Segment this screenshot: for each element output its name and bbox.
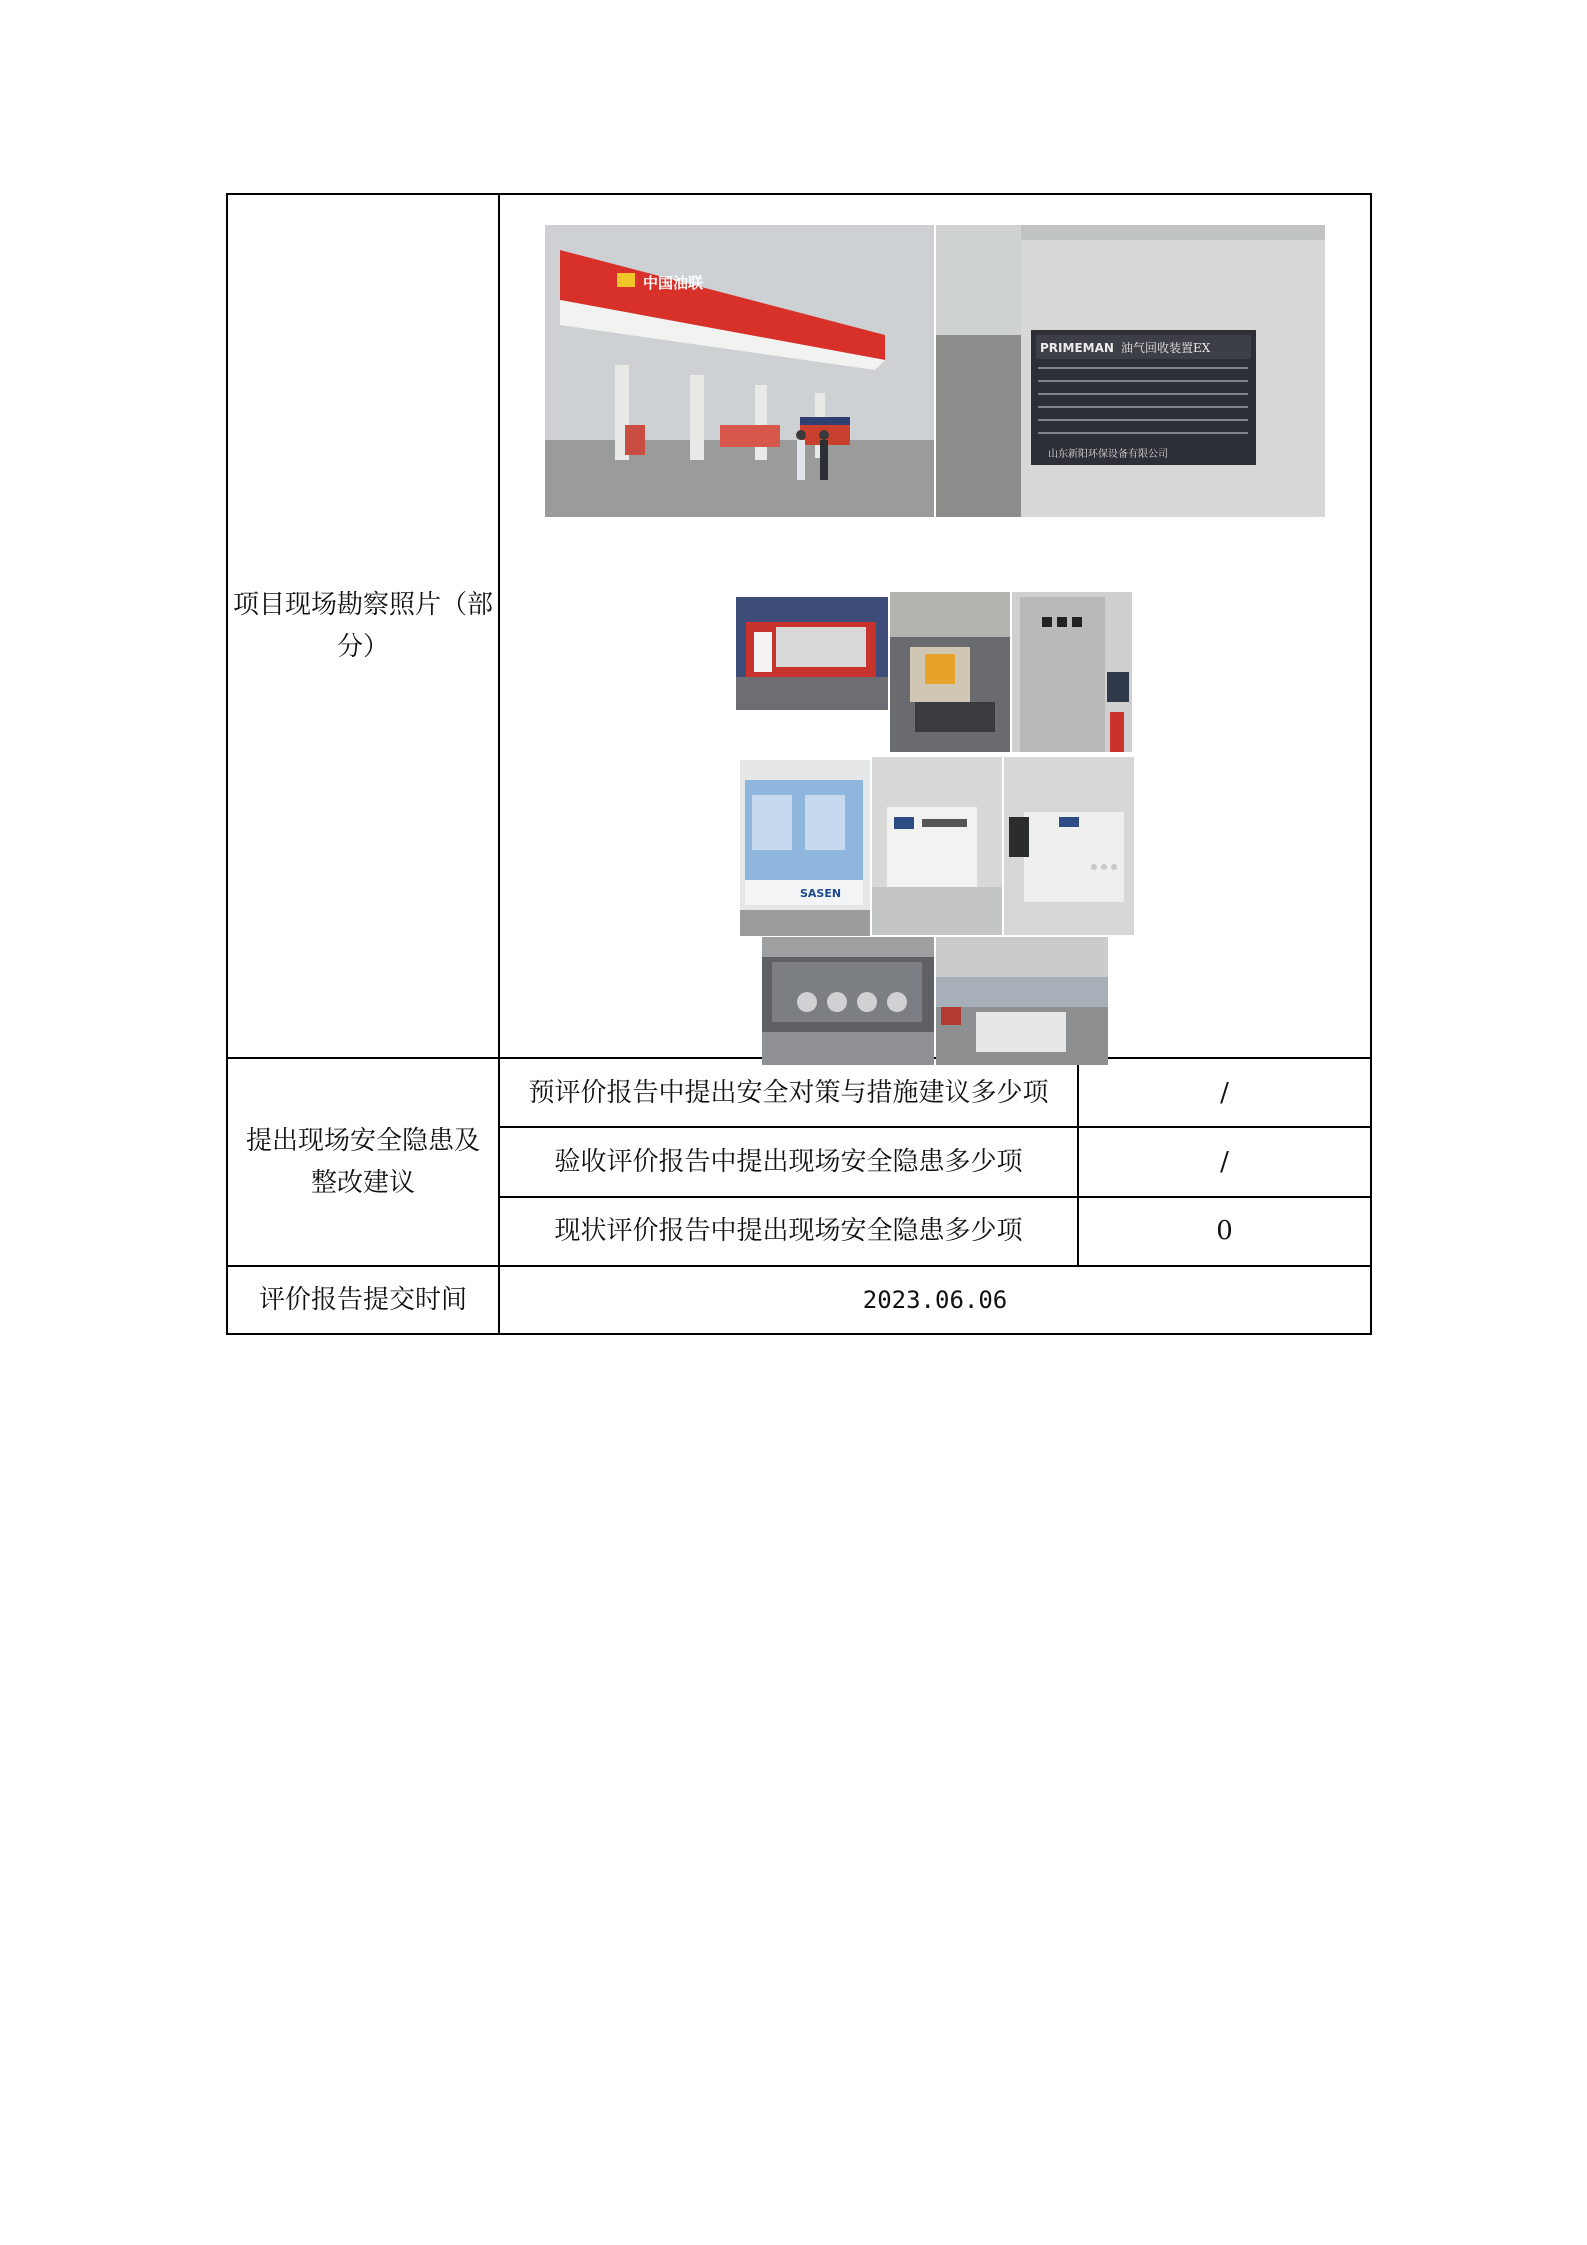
photos-label: 项目现场勘察照片（部分） [227,194,499,1058]
answer-cell: / [1078,1127,1371,1196]
photo-monitor-screen [740,760,870,936]
photo-detector-unit [872,757,1002,935]
photo-pipe-manifold [762,937,934,1065]
submit-label: 评价报告提交时间 [227,1266,499,1334]
hazard-row-1 [227,1058,1371,1127]
hazards-label: 提出现场安全隐患及整改建议 [227,1058,499,1266]
nameplate-title: 油气回收装置EX [1121,341,1211,355]
photo-sensor-box [1004,757,1134,935]
submit-value: 2023.06.06 [499,1266,1371,1334]
photo-gas-station [545,225,934,517]
photo-control-box [890,592,1010,752]
monitor-brand: SASEN [800,887,842,900]
nameplate-maker: 山东新阳环保设备有限公司 [1048,449,1168,460]
photo-nameplate [936,225,1325,517]
photos-row [227,194,1371,1058]
photos-cell [499,194,1371,1058]
question-cell: 现状评价报告中提出现场安全隐患多少项 [499,1197,1078,1266]
answer-cell: / [1078,1058,1371,1127]
question-cell: 预评价报告中提出安全对策与措施建议多少项 [499,1058,1078,1127]
station-sign-text: 中国油联 [643,274,704,292]
nameplate-brand: PRIMEMAN [1040,341,1114,355]
answer-cell: 0 [1078,1197,1371,1266]
photo-electrical-cabinet [1012,592,1132,752]
photo-collage [500,195,1370,1057]
submit-row [227,1266,1371,1334]
evaluation-table [226,193,1372,1335]
question-cell: 验收评价报告中提出现场安全隐患多少项 [499,1127,1078,1196]
photo-fire-extinguisher-label [736,597,888,710]
photo-tank-covers [936,937,1108,1065]
